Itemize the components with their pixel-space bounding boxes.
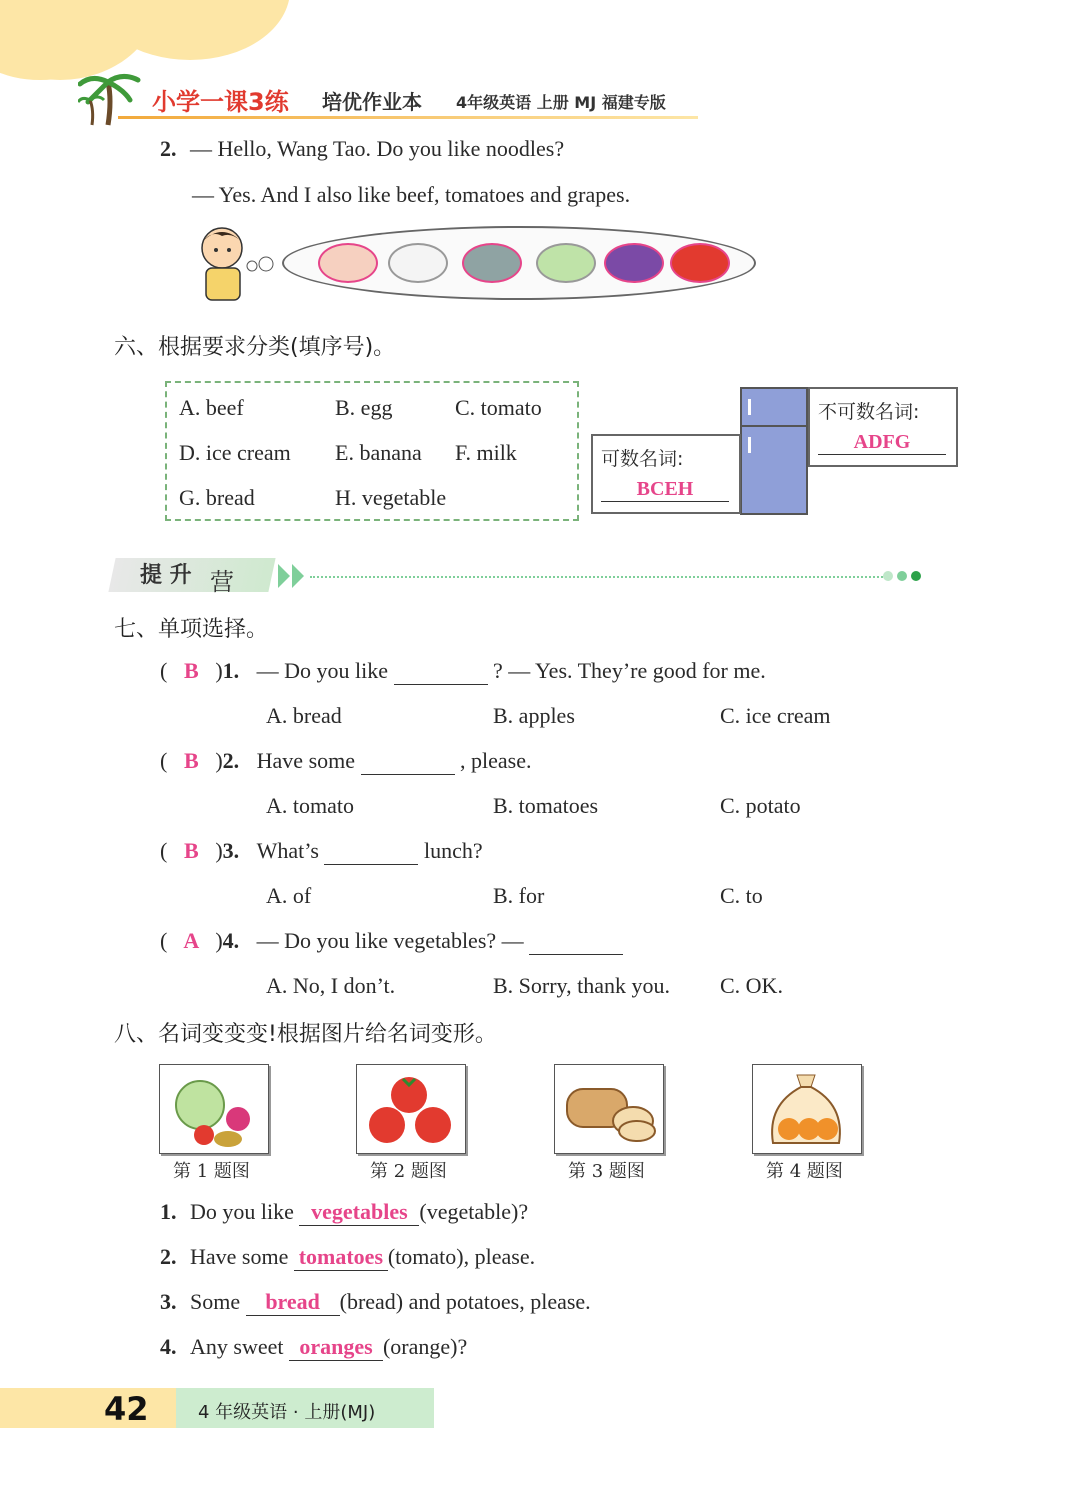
dots-icon (882, 569, 928, 583)
tomatoes-icon (670, 243, 730, 283)
dialogue-line-1 (160, 136, 564, 162)
picture-caption-4: 第 4 题图 (766, 1161, 843, 1182)
option-c: C. OK. (720, 973, 783, 998)
choice-answer: B (183, 838, 199, 863)
word-e: E. banana (335, 440, 422, 465)
banner-label: 提 升 (140, 563, 192, 588)
option-b: B. tomatoes (493, 793, 599, 818)
section-8-title: 八、名词变变变!根据图片给名词变形。 (114, 1022, 497, 1047)
answer-blank (529, 928, 623, 955)
choice-question-1: ( B )1. — Do you like ? — Yes. They’re good for me. (160, 658, 766, 683)
fill-sentence-1: 1. Do you like vegetables (vegetable)? (160, 1199, 529, 1224)
choice-answer: B (183, 658, 199, 683)
dialogue-text: — Hello, Wang Tao. Do you like noodles? (190, 136, 565, 161)
word-a: A. beef (179, 395, 244, 420)
countable-answer: BCEH (601, 478, 729, 502)
option-b: B. apples (493, 703, 575, 728)
word-c: C. tomato (455, 395, 542, 420)
picture-caption-2: 第 2 题图 (370, 1161, 447, 1182)
footer-page-tab (0, 1388, 176, 1428)
choice-question-4: ( A )4. — Do you like vegetables? — (160, 928, 623, 955)
section-7-title: 七、单项选择。 (114, 617, 269, 642)
picture-tomatoes (356, 1064, 466, 1154)
fill-answer: tomatoes (294, 1244, 388, 1271)
uncountable-answer: ADFG (818, 431, 946, 455)
picture-caption-3: 第 3 题图 (568, 1161, 645, 1182)
word-g: G. bread (179, 485, 255, 510)
word-h: H. vegetable (335, 485, 447, 510)
option-c: C. to (720, 883, 763, 908)
option-b: B. Sorry, thank you. (493, 973, 671, 998)
option-a: A. tomato (266, 793, 354, 818)
option-a: A. of (266, 883, 312, 908)
banner-dotted-line (310, 576, 886, 578)
series-logo: 小学一课3练 (152, 88, 289, 116)
bag-of-oranges-icon (753, 1065, 861, 1153)
question-number: 2. (160, 136, 177, 161)
word-list-box (165, 381, 579, 521)
footer-book-label: 4 年级英语 · 上册(MJ) (198, 1402, 376, 1423)
picture-bread (554, 1064, 664, 1154)
arrow-icon (276, 562, 310, 590)
answer-blank (394, 658, 488, 685)
answer-blank (361, 748, 455, 775)
option-a: A. No, I don’t. (266, 973, 396, 998)
banner-label-2: 营 (210, 568, 234, 596)
fill-answer: oranges (289, 1334, 383, 1361)
choice-question-2: ( B )2. Have some , please. (160, 748, 532, 773)
picture-vegetables (159, 1064, 269, 1154)
boy-illustration (192, 222, 292, 306)
choice-answer: B (183, 748, 199, 773)
countable-label: 可数名词: (601, 448, 684, 470)
book-title: 培优作业本 (322, 90, 422, 114)
grapes-icon (604, 243, 664, 283)
option-a: A. bread (266, 703, 342, 728)
fill-sentence-2: 2. Have some tomatoes (tomato), please. (160, 1244, 536, 1269)
banner-background (108, 558, 275, 592)
section-6-title: 六、根据要求分类(填序号)。 (114, 335, 396, 360)
sandwich-icon (536, 243, 596, 283)
bread-icon (555, 1065, 663, 1153)
rice-icon (388, 243, 448, 283)
dialogue-line-2: — Yes. And I also like beef, tomatoes and grapes. (192, 182, 631, 207)
countable-card (591, 434, 741, 514)
word-d: D. ice cream (179, 440, 291, 465)
beef-icon (318, 243, 378, 283)
fill-answer: vegetables (299, 1199, 419, 1226)
page-number: 42 (104, 1390, 149, 1428)
vegetables-icon (160, 1065, 268, 1153)
uncountable-label: 不可数名词: (818, 401, 920, 423)
choice-question-3: ( B )3. What’s lunch? (160, 838, 483, 863)
option-c: C. potato (720, 793, 801, 818)
answer-blank (324, 838, 418, 865)
word-b: B. egg (335, 395, 393, 420)
fill-answer: bread (246, 1289, 340, 1316)
header (78, 70, 718, 126)
picture-caption-1: 第 1 题图 (173, 1161, 250, 1182)
word-f: F. milk (455, 440, 517, 465)
tomatoes-icon (357, 1065, 465, 1153)
choice-answer: A (183, 928, 200, 953)
fill-sentence-4: 4. Any sweet oranges (orange)? (160, 1334, 468, 1359)
uncountable-card (808, 387, 958, 467)
option-b: B. for (493, 883, 545, 908)
fill-sentence-3: 3. Some bread (bread) and potatoes, please. (160, 1289, 591, 1314)
option-c: C. ice cream (720, 703, 831, 728)
book-subtitle: 4年级英语 上册 MJ 福建专版 (456, 93, 666, 112)
fridge-illustration (740, 387, 808, 515)
picture-oranges (752, 1064, 862, 1154)
header-underline (118, 116, 698, 119)
noodles-icon (462, 243, 522, 283)
